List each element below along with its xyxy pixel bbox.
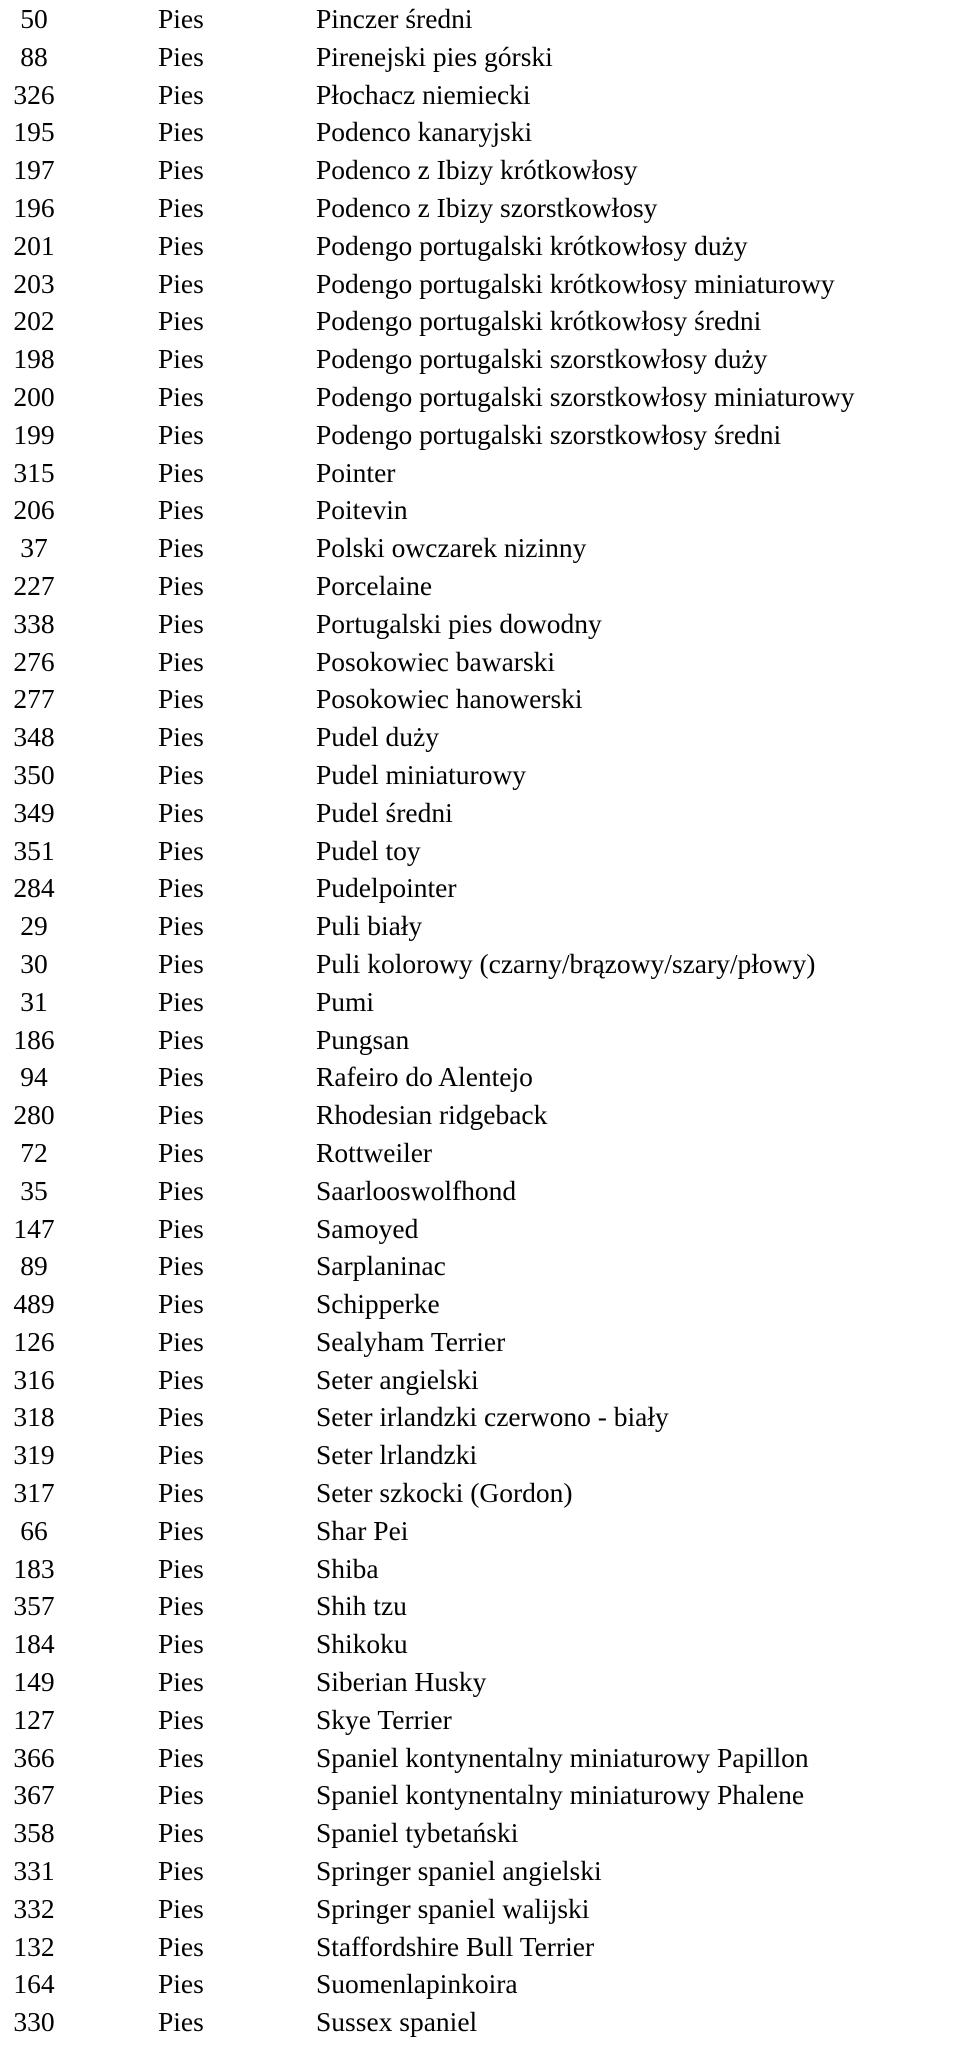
breed-name-cell: Siberian Husky bbox=[316, 1666, 487, 1698]
breed-name-cell: Samoyed bbox=[316, 1212, 419, 1244]
table-row bbox=[0, 529, 960, 567]
breed-name-cell: Suomenlapinkoira bbox=[316, 1968, 518, 2000]
species-cell: Pies bbox=[158, 494, 204, 526]
breed-id-cell: 348 bbox=[13, 721, 55, 753]
breed-name-cell: Puli kolorowy (czarny/brązowy/szary/płowy) bbox=[316, 947, 816, 979]
table-row bbox=[0, 76, 960, 114]
species-cell: Pies bbox=[158, 191, 204, 223]
breed-id-cell: 183 bbox=[13, 1552, 55, 1584]
table-row bbox=[0, 1965, 960, 2003]
species-cell: Pies bbox=[158, 3, 204, 34]
breed-id-cell: 164 bbox=[13, 1968, 55, 2000]
species-cell: Pies bbox=[158, 267, 204, 299]
breed-id-cell: 127 bbox=[13, 1703, 55, 1735]
breed-name-cell: Rhodesian ridgeback bbox=[316, 1099, 548, 1131]
species-cell: Pies bbox=[158, 116, 204, 148]
table-row bbox=[0, 1210, 960, 1248]
species-cell: Pies bbox=[158, 947, 204, 979]
species-cell: Pies bbox=[158, 872, 204, 904]
species-cell: Pies bbox=[158, 1061, 204, 1093]
species-cell: Pies bbox=[158, 2006, 204, 2038]
breed-id-cell: 147 bbox=[13, 1212, 55, 1244]
breed-id-cell: 198 bbox=[13, 343, 55, 375]
breed-id-cell: 30 bbox=[20, 947, 48, 979]
breed-name-cell: Shar Pei bbox=[316, 1514, 409, 1546]
breed-name-cell: Springer spaniel angielski bbox=[316, 1855, 602, 1887]
species-cell: Pies bbox=[158, 1892, 204, 1924]
table-row bbox=[0, 491, 960, 529]
breed-name-cell: Pinczer średni bbox=[316, 3, 473, 34]
breed-id-cell: 367 bbox=[13, 1779, 55, 1811]
breed-id-cell: 184 bbox=[13, 1628, 55, 1660]
breed-id-cell: 326 bbox=[13, 78, 55, 110]
breed-id-cell: 350 bbox=[13, 758, 55, 790]
table-row bbox=[0, 1928, 960, 1966]
breed-id-cell: 330 bbox=[13, 2006, 55, 2038]
breed-id-cell: 203 bbox=[13, 267, 55, 299]
species-cell: Pies bbox=[158, 985, 204, 1017]
table-row bbox=[0, 416, 960, 454]
breed-id-cell: 284 bbox=[13, 872, 55, 904]
breed-name-cell: Pirenejski pies górski bbox=[316, 40, 553, 72]
breed-id-cell: 349 bbox=[13, 796, 55, 828]
table-row bbox=[0, 0, 960, 38]
species-cell: Pies bbox=[158, 1590, 204, 1622]
breed-name-cell: Spaniel kontynentalny miniaturowy Papillon bbox=[316, 1741, 809, 1773]
species-cell: Pies bbox=[158, 1288, 204, 1320]
breed-id-cell: 66 bbox=[20, 1514, 48, 1546]
species-cell: Pies bbox=[158, 1325, 204, 1357]
table-row bbox=[0, 680, 960, 718]
table-row bbox=[0, 718, 960, 756]
species-cell: Pies bbox=[158, 607, 204, 639]
breed-id-cell: 227 bbox=[13, 569, 55, 601]
breed-name-cell: Schipperke bbox=[316, 1288, 440, 1320]
breed-name-cell: Seter irlandzki czerwono - biały bbox=[316, 1401, 669, 1433]
species-cell: Pies bbox=[158, 1552, 204, 1584]
breed-name-cell: Skye Terrier bbox=[316, 1703, 452, 1735]
breed-name-cell: Spaniel tybetański bbox=[316, 1817, 519, 1849]
species-cell: Pies bbox=[158, 1099, 204, 1131]
breed-name-cell: Pumi bbox=[316, 985, 375, 1017]
species-cell: Pies bbox=[158, 796, 204, 828]
breed-id-cell: 132 bbox=[13, 1930, 55, 1962]
table-row bbox=[0, 605, 960, 643]
species-cell: Pies bbox=[158, 40, 204, 72]
species-cell: Pies bbox=[158, 683, 204, 715]
breed-id-cell: 200 bbox=[13, 380, 55, 412]
breed-id-cell: 37 bbox=[20, 532, 48, 564]
table-row bbox=[0, 567, 960, 605]
table-row bbox=[0, 1436, 960, 1474]
table-row bbox=[0, 869, 960, 907]
species-cell: Pies bbox=[158, 456, 204, 488]
breed-id-cell: 94 bbox=[20, 1061, 48, 1093]
breed-id-cell: 201 bbox=[13, 229, 55, 261]
table-row bbox=[0, 756, 960, 794]
breed-id-cell: 351 bbox=[13, 834, 55, 866]
species-cell: Pies bbox=[158, 1212, 204, 1244]
breed-name-cell: Poitevin bbox=[316, 494, 408, 526]
species-cell: Pies bbox=[158, 1741, 204, 1773]
table-row bbox=[0, 1361, 960, 1399]
table-row bbox=[0, 1398, 960, 1436]
breed-id-cell: 357 bbox=[13, 1590, 55, 1622]
table-row bbox=[0, 1323, 960, 1361]
breed-id-cell: 332 bbox=[13, 1892, 55, 1924]
table-row bbox=[0, 113, 960, 151]
breed-name-cell: Podenco kanaryjski bbox=[316, 116, 533, 148]
table-row bbox=[0, 907, 960, 945]
breed-id-cell: 338 bbox=[13, 607, 55, 639]
breed-id-cell: 29 bbox=[20, 910, 48, 942]
species-cell: Pies bbox=[158, 1703, 204, 1735]
species-cell: Pies bbox=[158, 418, 204, 450]
species-cell: Pies bbox=[158, 910, 204, 942]
table-row bbox=[0, 1701, 960, 1739]
table-row bbox=[0, 302, 960, 340]
breed-id-cell: 202 bbox=[13, 305, 55, 337]
breed-id-cell: 280 bbox=[13, 1099, 55, 1131]
breed-name-cell: Seter angielski bbox=[316, 1363, 479, 1395]
breed-name-cell: Pointer bbox=[316, 456, 396, 488]
species-cell: Pies bbox=[158, 645, 204, 677]
breed-id-cell: 489 bbox=[13, 1288, 55, 1320]
table-row bbox=[0, 1852, 960, 1890]
breed-id-cell: 199 bbox=[13, 418, 55, 450]
species-cell: Pies bbox=[158, 1363, 204, 1395]
breed-name-cell: Podengo portugalski krótkowłosy duży bbox=[316, 229, 748, 261]
table-row bbox=[0, 38, 960, 76]
table-row bbox=[0, 1021, 960, 1059]
breed-name-cell: Seter szkocki (Gordon) bbox=[316, 1477, 573, 1509]
breed-name-cell: Podengo portugalski krótkowłosy średni bbox=[316, 305, 762, 337]
table-row bbox=[0, 1890, 960, 1928]
breed-name-cell: Porcelaine bbox=[316, 569, 433, 601]
breed-id-cell: 195 bbox=[13, 116, 55, 148]
breed-id-cell: 316 bbox=[13, 1363, 55, 1395]
breed-name-cell: Shikoku bbox=[316, 1628, 408, 1660]
species-cell: Pies bbox=[158, 1930, 204, 1962]
table-row bbox=[0, 1512, 960, 1550]
breed-name-cell: Posokowiec bawarski bbox=[316, 645, 556, 677]
species-cell: Pies bbox=[158, 1628, 204, 1660]
breed-name-cell: Pudel toy bbox=[316, 834, 421, 866]
species-cell: Pies bbox=[158, 1855, 204, 1887]
species-cell: Pies bbox=[158, 154, 204, 186]
table-row bbox=[0, 227, 960, 265]
breed-id-cell: 331 bbox=[13, 1855, 55, 1887]
table-row bbox=[0, 1550, 960, 1588]
breed-id-cell: 72 bbox=[20, 1136, 48, 1168]
breed-id-cell: 277 bbox=[13, 683, 55, 715]
breed-name-cell: Staffordshire Bull Terrier bbox=[316, 1930, 595, 1962]
species-cell: Pies bbox=[158, 1968, 204, 2000]
table-row bbox=[0, 643, 960, 681]
breed-id-cell: 317 bbox=[13, 1477, 55, 1509]
table-row bbox=[0, 794, 960, 832]
breed-name-cell: Polski owczarek nizinny bbox=[316, 532, 587, 564]
breed-name-cell: Podengo portugalski krótkowłosy miniaturowy bbox=[316, 267, 835, 299]
breed-name-cell: Shiba bbox=[316, 1552, 379, 1584]
table-row bbox=[0, 1474, 960, 1512]
breed-name-cell: Płochacz niemiecki bbox=[316, 78, 531, 110]
species-cell: Pies bbox=[158, 1439, 204, 1471]
species-cell: Pies bbox=[158, 834, 204, 866]
table-row bbox=[0, 189, 960, 227]
species-cell: Pies bbox=[158, 1477, 204, 1509]
table-row bbox=[0, 1285, 960, 1323]
species-cell: Pies bbox=[158, 78, 204, 110]
breed-name-cell: Podengo portugalski szorstkowłosy średni bbox=[316, 418, 782, 450]
table-row bbox=[0, 832, 960, 870]
species-cell: Pies bbox=[158, 380, 204, 412]
table-row bbox=[0, 1058, 960, 1096]
breed-id-cell: 276 bbox=[13, 645, 55, 677]
breed-id-cell: 318 bbox=[13, 1401, 55, 1433]
breed-id-cell: 197 bbox=[13, 154, 55, 186]
breed-name-cell: Shih tzu bbox=[316, 1590, 407, 1622]
breed-name-cell: Pudel średni bbox=[316, 796, 453, 828]
species-cell: Pies bbox=[158, 1250, 204, 1282]
breed-name-cell: Puli biały bbox=[316, 910, 423, 942]
breed-id-cell: 366 bbox=[13, 1741, 55, 1773]
table-row bbox=[0, 1776, 960, 1814]
breed-name-cell: Portugalski pies dowodny bbox=[316, 607, 602, 639]
species-cell: Pies bbox=[158, 1136, 204, 1168]
breed-name-cell: Pudelpointer bbox=[316, 872, 457, 904]
breed-id-cell: 126 bbox=[13, 1325, 55, 1357]
breed-name-cell: Podenco z Ibizy krótkowłosy bbox=[316, 154, 638, 186]
breed-id-cell: 186 bbox=[13, 1023, 55, 1055]
table-row bbox=[0, 1172, 960, 1210]
species-cell: Pies bbox=[158, 532, 204, 564]
breed-name-cell: Seter lrlandzki bbox=[316, 1439, 478, 1471]
species-cell: Pies bbox=[158, 1401, 204, 1433]
breed-id-cell: 319 bbox=[13, 1439, 55, 1471]
species-cell: Pies bbox=[158, 229, 204, 261]
species-cell: Pies bbox=[158, 1817, 204, 1849]
breed-id-cell: 149 bbox=[13, 1666, 55, 1698]
breed-id-cell: 196 bbox=[13, 191, 55, 223]
species-cell: Pies bbox=[158, 758, 204, 790]
table-row bbox=[0, 1247, 960, 1285]
breed-name-cell: Rafeiro do Alentejo bbox=[316, 1061, 533, 1093]
table-row bbox=[0, 983, 960, 1021]
species-cell: Pies bbox=[158, 305, 204, 337]
table-row bbox=[0, 265, 960, 303]
breed-name-cell: Podengo portugalski szorstkowłosy miniaturowy bbox=[316, 380, 855, 412]
table-row bbox=[0, 1814, 960, 1852]
species-cell: Pies bbox=[158, 1174, 204, 1206]
breed-id-cell: 89 bbox=[20, 1250, 48, 1282]
breed-name-cell: Podengo portugalski szorstkowłosy duży bbox=[316, 343, 768, 375]
breed-id-cell: 50 bbox=[20, 3, 48, 34]
breed-id-cell: 88 bbox=[20, 40, 48, 72]
species-cell: Pies bbox=[158, 1514, 204, 1546]
table-row bbox=[0, 945, 960, 983]
breed-name-cell: Sealyham Terrier bbox=[316, 1325, 506, 1357]
breed-name-cell: Spaniel kontynentalny miniaturowy Phalene bbox=[316, 1779, 805, 1811]
breed-name-cell: Pudel duży bbox=[316, 721, 439, 753]
breed-id-cell: 315 bbox=[13, 456, 55, 488]
table-row bbox=[0, 1663, 960, 1701]
breed-name-cell: Pudel miniaturowy bbox=[316, 758, 527, 790]
species-cell: Pies bbox=[158, 1023, 204, 1055]
table-row bbox=[0, 1587, 960, 1625]
table-row bbox=[0, 151, 960, 189]
breed-id-cell: 206 bbox=[13, 494, 55, 526]
species-cell: Pies bbox=[158, 569, 204, 601]
breed-name-cell: Rottweiler bbox=[316, 1136, 433, 1168]
species-cell: Pies bbox=[158, 343, 204, 375]
breed-name-cell: Saarlooswolfhond bbox=[316, 1174, 517, 1206]
breed-name-cell: Sussex spaniel bbox=[316, 2006, 478, 2038]
breed-name-cell: Pungsan bbox=[316, 1023, 410, 1055]
species-cell: Pies bbox=[158, 1779, 204, 1811]
table-row bbox=[0, 1134, 960, 1172]
breed-name-cell: Sarplaninac bbox=[316, 1250, 446, 1282]
breed-name-cell: Springer spaniel walijski bbox=[316, 1892, 590, 1924]
table-row bbox=[0, 1625, 960, 1663]
breed-id-cell: 31 bbox=[20, 985, 48, 1017]
table-row bbox=[0, 2003, 960, 2041]
species-cell: Pies bbox=[158, 721, 204, 753]
breed-name-cell: Posokowiec hanowerski bbox=[316, 683, 583, 715]
table-row bbox=[0, 1739, 960, 1777]
table-row bbox=[0, 454, 960, 492]
species-cell: Pies bbox=[158, 1666, 204, 1698]
table-row bbox=[0, 340, 960, 378]
breed-id-cell: 35 bbox=[20, 1174, 48, 1206]
table-row bbox=[0, 378, 960, 416]
breed-name-cell: Podenco z Ibizy szorstkowłosy bbox=[316, 191, 658, 223]
breed-id-cell: 358 bbox=[13, 1817, 55, 1849]
table-row bbox=[0, 1096, 960, 1134]
